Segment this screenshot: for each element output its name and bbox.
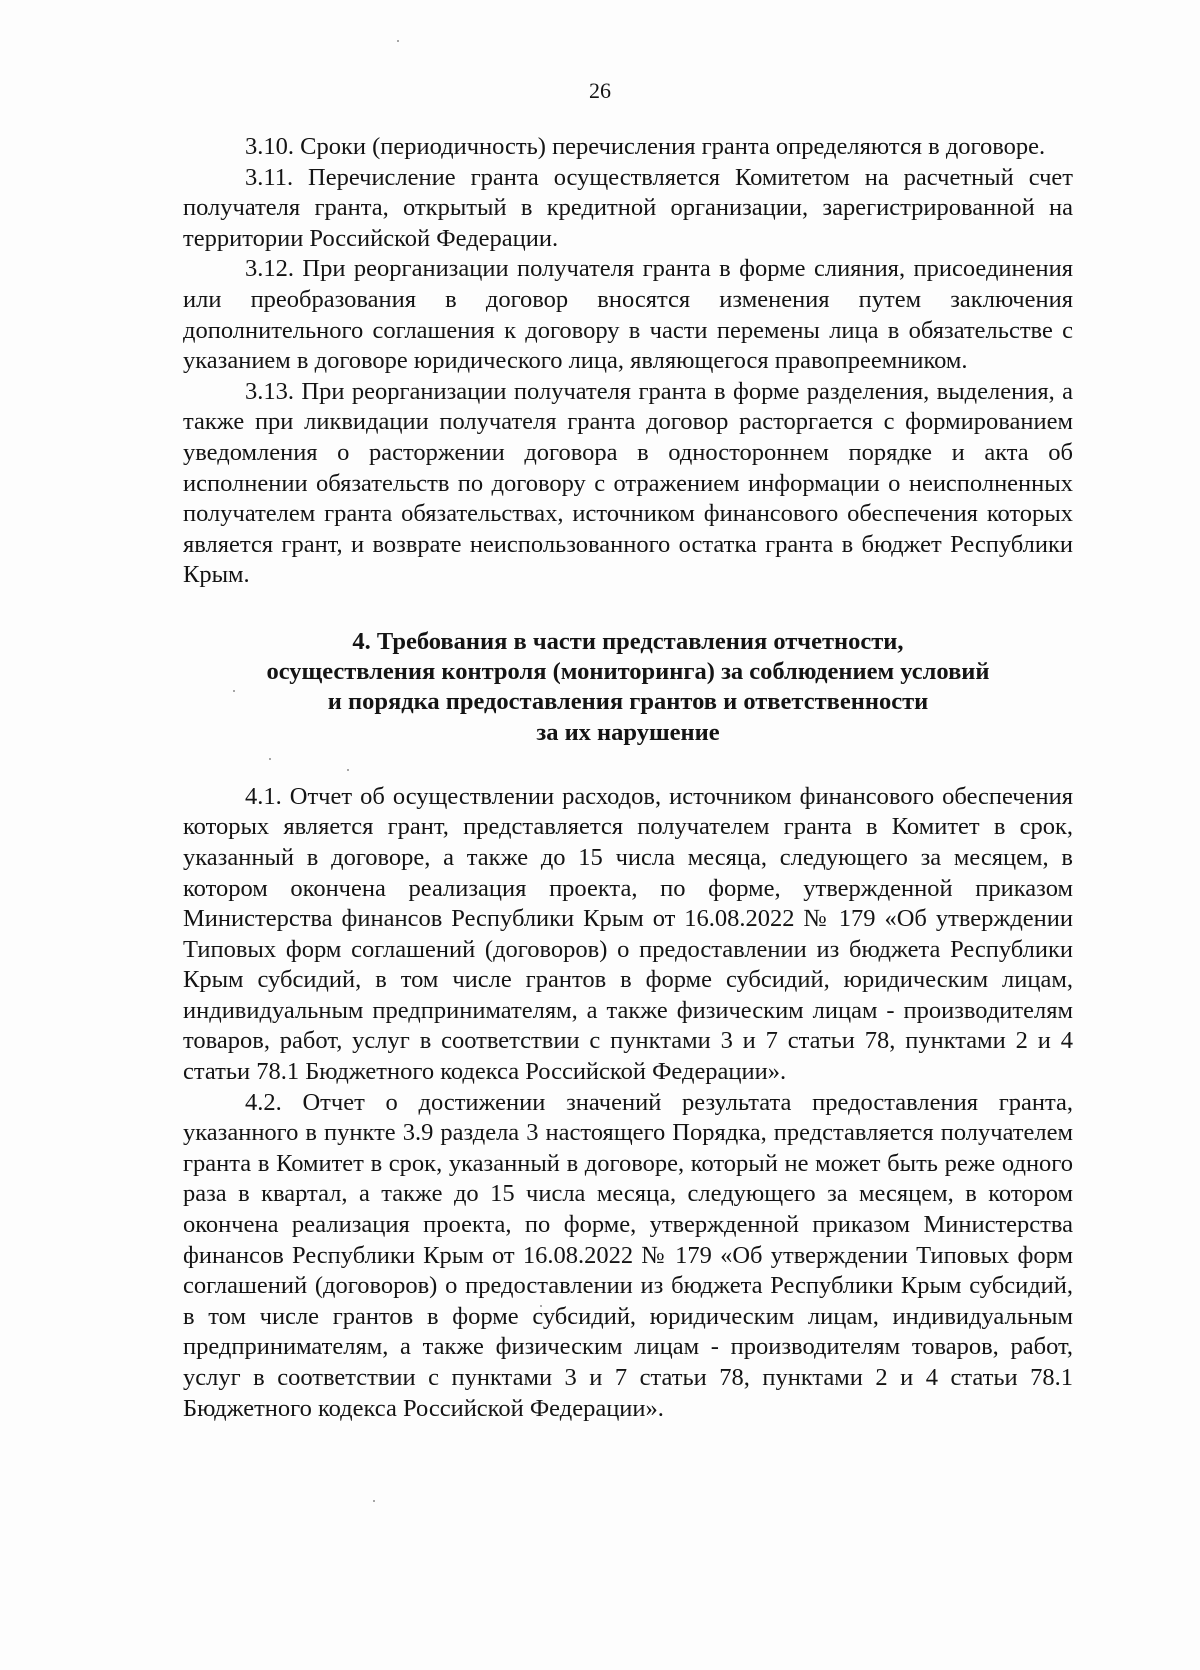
section-4-heading <box>183 627 1073 748</box>
section-heading-line: за их нарушение <box>536 718 720 746</box>
section-heading-line: и порядка предоставления грантов и ответственности <box>327 688 929 716</box>
scan-speck <box>397 40 399 42</box>
section-heading-line: осуществления контроля (мониторинга) за соблюдением условий <box>266 658 990 686</box>
paragraph-3-10: 3.10. Сроки (периодичность) перечисления гранта определяются в договоре. <box>245 133 1046 160</box>
paragraph-3-11: 3.11. Перечисление гранта осуществляется Комитетом на расчетный счет получателя гранта, открытый в кредитной организации, зарегистрированной на территории Российской Федерации. <box>183 163 1073 252</box>
paragraph-3-13: 3.13. При реорганизации получателя гранта в форме разделения, выделения, а также при ликвидации получателя гранта договор расторгается с формированием уведомления о расторжении договора в одностороннем порядке и акта об исполнении обязательств по договору с отражением информации о неисполненных получателем гранта обязательствах, источником финансового обеспечения которых является грант, и возврате неиспользованного остатка гранта в бюджет Республики Крым. <box>183 377 1073 589</box>
paragraph-4-2: 4.2. Отчет о достижении значений результата предоставления гранта, указанного в пункте 3.9 раздела 3 настоящего Порядка, представляется получателем гранта в Комитет в срок, указанный в договоре, который не может быть реже одного раза в квартал, а также до 15 числа месяца, следующего за месяцем, в котором окончена реализация проекта, по форме, утвержденной приказом Министерства финансов Республики Крым от 16.08.2022 № 179 «Об утверждении Типовых форм соглашений (договоров) о предоставлении из бюджета Республики Крым субсидий, в том числе грантов в форме субсидий, юридическим лицам, индивидуальным предпринимателям, а также физическим лицам - производителям товаров, работ, услуг в соответствии с пунктами 3 и 7 статьи 78, пунктами 2 и 4 статьи 78.1 Бюджетного кодекса Российской Федерации». <box>183 1088 1073 1422</box>
section-heading-line: 4. Требования в части представления отчетности, <box>352 627 904 655</box>
scan-speck <box>373 1500 375 1502</box>
paragraph-4-1: 4.1. Отчет об осуществлении расходов, источником финансового обеспечения которых является грант, представляется получателем гранта в Комитет в срок, указанный в договоре, а также до 15 числа месяца, следующего за месяцем, в котором окончена реализация проекта, по форме, утвержденной приказом Министерства финансов Республики Крым от 16.08.2022 № 179 «Об утверждении Типовых форм соглашений (договоров) о предоставлении из бюджета Республики Крым субсидий, в том числе грантов в форме субсидий, юридическим лицам, индивидуальным предпринимателям, а также физическим лицам - производителям товаров, работ, услуг в соответствии с пунктами 3 и 7 статьи 78, пунктами 2 и 4 статьи 78.1 Бюджетного кодекса Российской Федерации». <box>183 782 1073 1086</box>
document-body <box>183 132 1073 1424</box>
paragraph-3-12: 3.12. При реорганизации получателя гранта в форме слияния, присоединения или преобразования в договор вносятся изменения путем заключения дополнительного соглашения к договору в части перемены лица в обязательстве с указанием в договоре юридического лица, являющегося правопреемником. <box>183 255 1073 375</box>
page-number: 26 <box>589 78 611 103</box>
